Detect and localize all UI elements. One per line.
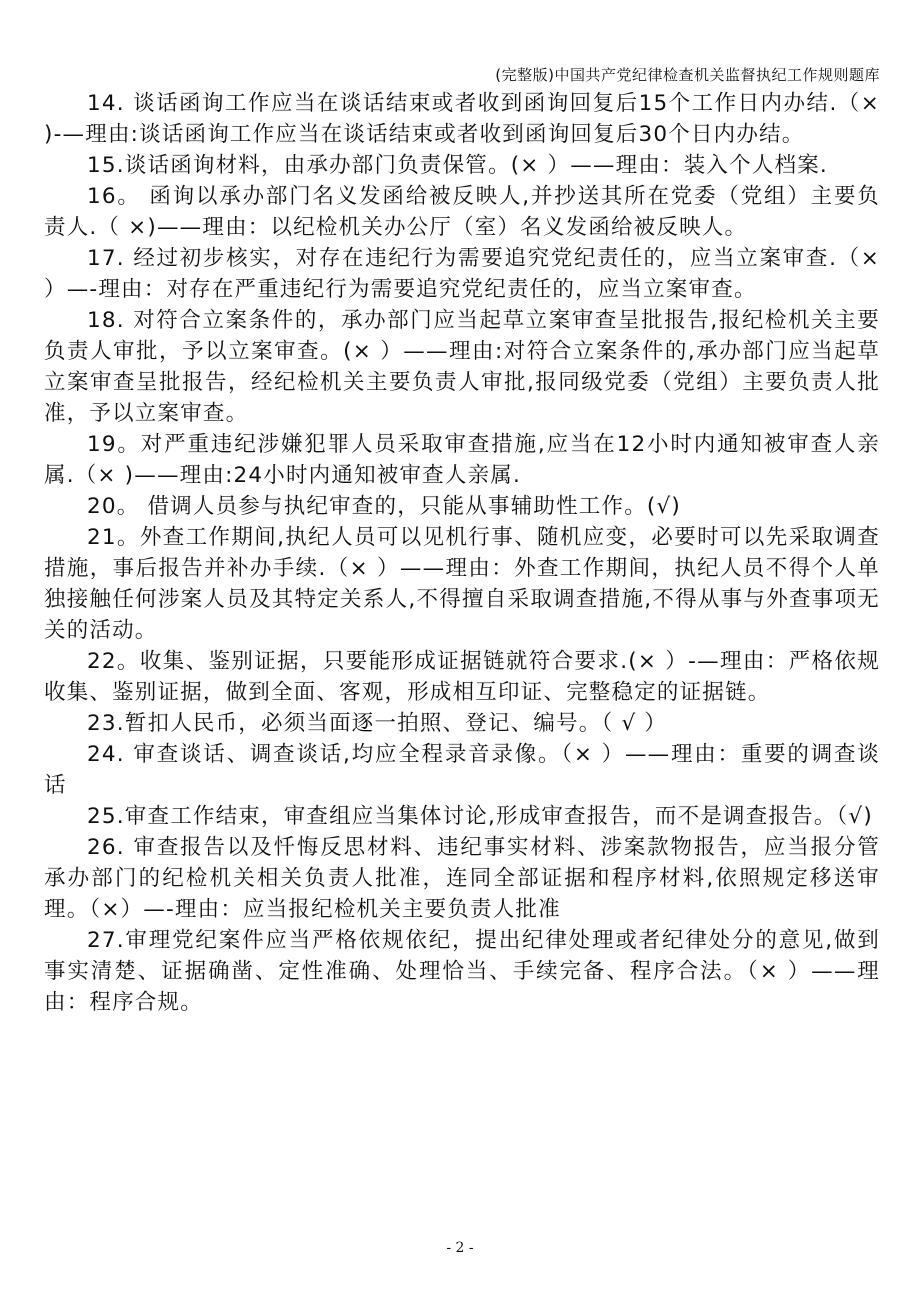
page-header: (完整版)中国共产党纪律检查机关监督执纪工作规则题库 — [495, 66, 880, 84]
question-15: 15.谈话函询材料，由承办部门负责保管。(× ）——理由：装入个人档案. — [87, 153, 828, 178]
question-list — [44, 88, 880, 1018]
question-22: 22。收集、鉴别证据，只要能形成证据链就符合要求.(× ）-—理由：严格依规收集、鉴别证据，做到全面、客观，形成相互印证、完整稳定的证据链。 — [44, 649, 880, 705]
question-20: 20。 借调人员参与执纪审查的，只能从事辅助性工作。(√) — [87, 494, 681, 519]
question-17: 17. 经过初步核实，对存在违纪行为需要追究党纪责任的，应当立案审查.（× ）—-理由：对存在严重违纪行为需要追究党纪责任的，应当立案审查。 — [44, 246, 880, 302]
question-24: 24. 审查谈话、调查谈话,均应全程录音录像。（× ）——理由：重要的调查谈话 — [44, 742, 880, 798]
question-14: 14. 谈话函询工作应当在谈话结束或者收到函询回复后15个工作日内办结.（× )-—理由:谈话函询工作应当在谈话结束或者收到函询回复后30个日内办结。 — [44, 91, 880, 147]
question-18: 18. 对符合立案条件的，承办部门应当起草立案审查呈批报告,报纪检机关主要负责人审批，予以立案审查。(× ）——理由:对符合立案条件的,承办部门应当起草立案审查呈批报告，经纪检机关主要负责人审批,报同级党委（党组）主要负责人批准，予以立案审查。 — [44, 308, 880, 426]
question-21: 21。外查工作期间,执纪人员可以见机行事、随机应变，必要时可以先采取调查措施，事后报告并补办手续.（× ）——理由：外查工作期间，执纪人员不得个人单独接触任何涉案人员及其特定关系人,不得擅自采取调查措施,不得从事与外查事项无关的活动。 — [44, 525, 880, 643]
page-number: - 2 - — [446, 1240, 474, 1256]
question-23: 23.暂扣人民币，必须当面逐一拍照、登记、编号。（ √ ） — [87, 711, 668, 736]
question-27: 27.审理党纪案件应当严格依规依纪，提出纪律处理或者纪律处分的意见,做到事实清楚、证据确凿、定性准确、处理恰当、手续完备、程序合法。（× ）——理由：程序合规。 — [44, 928, 880, 1015]
question-26: 26. 审查报告以及忏悔反思材料、违纪事实材料、涉案款物报告，应当报分管承办部门的纪检机关相关负责人批准，连同全部证据和程序材料,依照规定移送审理。（×）—-理由：应当报纪检机关主要负责人批准 — [44, 835, 880, 922]
question-19: 19。对严重违纪涉嫌犯罪人员采取审查措施,应当在12小时内通知被审查人亲属.（× )——理由:24小时内通知被审查人亲属. — [44, 432, 880, 488]
question-25: 25.审查工作结束，审查组应当集体讨论,形成审查报告，而不是调查报告。（√) — [87, 804, 873, 829]
question-16: 16。 函询以承办部门名义发函给被反映人,并抄送其所在党委（党组）主要负责人.（ ×)——理由：以纪检机关办公厅（室）名义发函给被反映人。 — [44, 184, 880, 240]
